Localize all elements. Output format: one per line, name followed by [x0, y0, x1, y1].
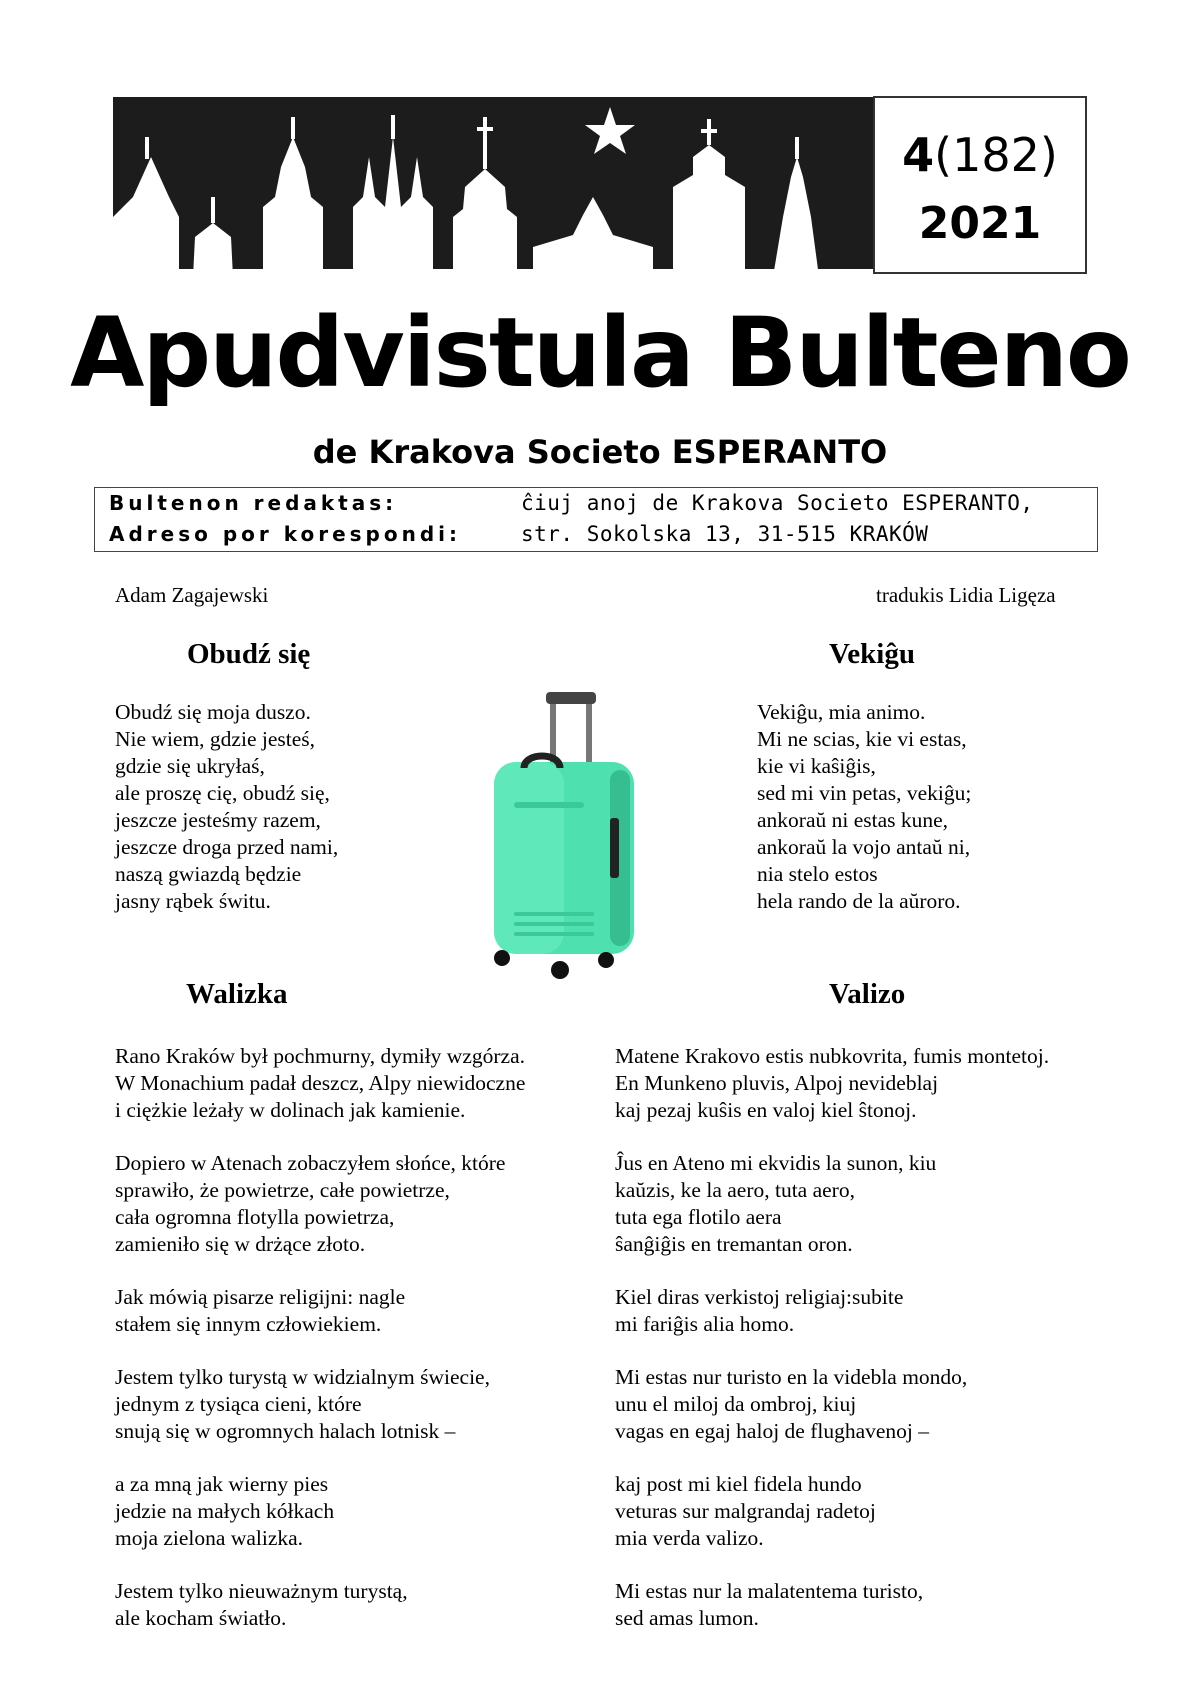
- poem-line: kaj pezaj kuŝis en valoj kiel ŝtonoj.: [615, 1098, 917, 1122]
- poem-line: mia verda valizo.: [615, 1526, 764, 1550]
- poem-line: Dopiero w Atenach zobaczyłem słońce, które: [115, 1151, 506, 1175]
- issue-total: (182): [934, 128, 1058, 182]
- author: Adam Zagajewski: [115, 583, 269, 607]
- poem-line: naszą gwiazdą będzie: [115, 862, 302, 886]
- poem-line: moja zielona walizka.: [115, 1526, 304, 1550]
- poem-line: snują się w ogromnych halach lotnisk –: [115, 1419, 456, 1443]
- poem1-title-eo: Vekiĝu: [829, 638, 915, 670]
- poem-line: jednym z tysiąca cieni, które: [115, 1392, 362, 1416]
- stanza: [615, 1364, 1049, 1445]
- poem-line: ankoraŭ la vojo antaŭ ni,: [757, 835, 971, 859]
- poem-line: ale kocham światło.: [115, 1606, 287, 1630]
- poem-line: Obudź się moja duszo.: [115, 700, 311, 724]
- poem-line: mi fariĝis alia homo.: [615, 1312, 795, 1336]
- poem2-text-eo: [615, 1043, 1049, 1658]
- poem-line: kie vi kaŝiĝis,: [757, 754, 876, 778]
- poem-line: sed mi vin petas, vekiĝu;: [757, 781, 972, 805]
- stanza: [615, 1150, 1049, 1258]
- poem2-title-eo: Valizo: [829, 978, 906, 1010]
- stanza: [615, 1471, 1049, 1552]
- poem1-text-pl: [115, 699, 338, 915]
- poem-line: sprawiło, że powietrze, całe powietrze,: [115, 1178, 450, 1202]
- poem2-text-pl: [115, 1043, 525, 1658]
- stanza: [115, 1364, 525, 1445]
- poem-line: Jestem tylko nieuważnym turystą,: [115, 1579, 408, 1603]
- address-row: [109, 522, 1087, 552]
- editor-label: Bultenon redaktas:: [109, 491, 398, 515]
- poem-line: En Munkeno pluvis, Alpoj nevideblaj: [615, 1071, 939, 1095]
- poem-line: i ciężkie leżały w dolinach jak kamienie.: [115, 1098, 466, 1122]
- editor-row: [109, 491, 1087, 521]
- editor-value: ĉiuj anoj de Krakova Societo ESPERANTO,: [521, 491, 1034, 515]
- address-label: Adreso por korespondi:: [109, 522, 462, 546]
- poem1-text-eo: [757, 699, 971, 915]
- poem-line: W Monachium padał deszcz, Alpy niewidoczne: [115, 1071, 526, 1095]
- poem1-title-pl: Obudź się: [187, 638, 311, 670]
- poem-line: ale proszę cię, obudź się,: [115, 781, 330, 805]
- poem-line: nia stelo estos: [757, 862, 878, 886]
- poem-line: cała ogromna flotylla powietrza,: [115, 1205, 395, 1229]
- poem-line: Rano Kraków był pochmurny, dymiły wzgórza.: [115, 1044, 526, 1068]
- page-subtitle: de Krakova Societo ESPERANTO: [312, 433, 888, 471]
- stanza: [115, 1284, 525, 1338]
- info-box: [94, 487, 1098, 552]
- translator: tradukis Lidia Ligęza: [876, 583, 1056, 607]
- stanza: [615, 1284, 1049, 1338]
- poem-line: gdzie się ukryłaś,: [115, 754, 265, 778]
- issue-line: [875, 128, 1085, 182]
- poem-line: jedzie na małych kółkach: [115, 1499, 335, 1523]
- stanza: [615, 1578, 1049, 1632]
- skyline-banner: [113, 97, 873, 277]
- poem-line: zamieniło się w drżące złoto.: [115, 1232, 366, 1256]
- poem-line: sed amas lumon.: [615, 1606, 759, 1630]
- poem-line: Matene Krakovo estis nubkovrita, fumis montetoj.: [615, 1044, 1050, 1068]
- stanza: [115, 1043, 525, 1124]
- poem-line: vagas en egaj haloj de flughavenoj –: [615, 1419, 930, 1443]
- issue-box: [873, 96, 1087, 274]
- issue-year: 2021: [918, 198, 1042, 249]
- green-suitcase-image: [482, 690, 647, 980]
- poem-line: kaŭzis, ke la aero, tuta aero,: [615, 1178, 855, 1202]
- poem-line: stałem się innym człowiekiem.: [115, 1312, 382, 1336]
- poem-line: tuta ega flotilo aera: [615, 1205, 782, 1229]
- poem-line: jasny rąbek świtu.: [115, 889, 271, 913]
- poem-line: Vekiĝu, mia animo.: [757, 700, 926, 724]
- poem-line: Jestem tylko turystą w widzialnym świecie,: [115, 1365, 490, 1389]
- poem-line: kaj post mi kiel fidela hundo: [615, 1472, 862, 1496]
- poem2-title-pl: Walizka: [186, 978, 288, 1010]
- poem-line: ŝanĝiĝis en tremantan oron.: [615, 1232, 853, 1256]
- poem-line: hela rando de la aŭroro.: [757, 889, 961, 913]
- poem-line: jeszcze jesteśmy razem,: [115, 808, 321, 832]
- poem-line: ankoraŭ ni estas kune,: [757, 808, 949, 832]
- poem-line: unu el miloj da ombroj, kiuj: [615, 1392, 857, 1416]
- address-value: str. Sokolska 13, 31-515 KRAKÓW: [521, 522, 929, 546]
- stanza: [115, 1471, 525, 1552]
- poem-line: jeszcze droga przed nami,: [115, 835, 339, 859]
- stanza: [615, 1043, 1049, 1124]
- poem-line: Kiel diras verkistoj religiaj:subite: [615, 1285, 904, 1309]
- poem-line: Jak mówią pisarze religijni: nagle: [115, 1285, 406, 1309]
- poem-line: veturas sur malgrandaj radetoj: [615, 1499, 876, 1523]
- poem-line: Nie wiem, gdzie jesteś,: [115, 727, 316, 751]
- poem-line: Mi estas nur turisto en la videbla mondo,: [615, 1365, 968, 1389]
- issue-number: 4: [902, 128, 935, 182]
- poem-line: Ĵus en Ateno mi ekvidis la sunon, kiu: [615, 1151, 937, 1175]
- stanza: [115, 1150, 525, 1258]
- poem-line: Mi estas nur la malatentema turisto,: [615, 1579, 924, 1603]
- poem-line: a za mną jak wierny pies: [115, 1472, 329, 1496]
- poem-line: Mi ne scias, kie vi estas,: [757, 727, 967, 751]
- page-title: Apudvistula Bulteno: [70, 297, 1130, 409]
- stanza: [115, 1578, 525, 1632]
